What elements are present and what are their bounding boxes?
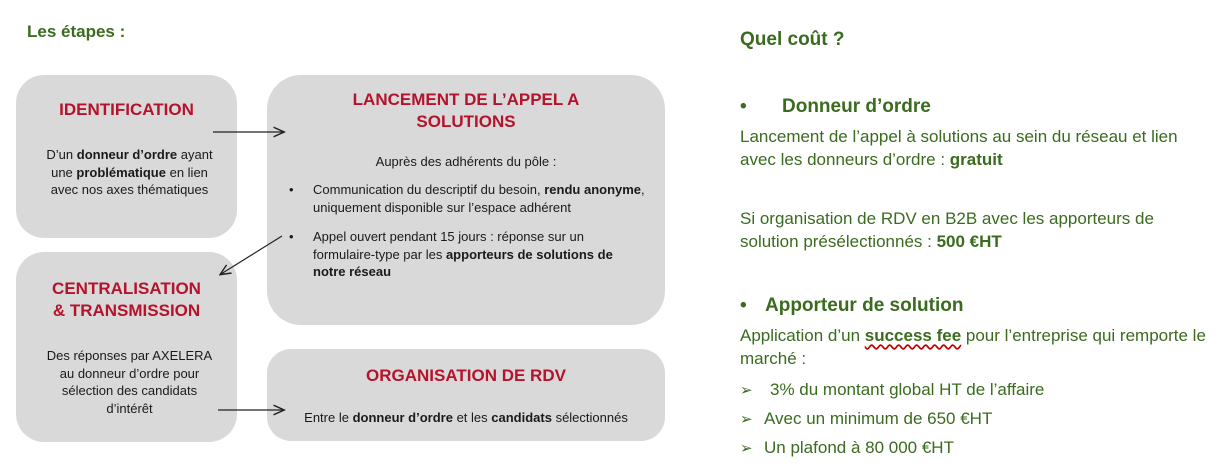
step-organisation-text: Entre le donneur d’ordre et les candidats sélectionnés — [304, 410, 628, 425]
step-identification-title: IDENTIFICATION — [59, 100, 194, 119]
apporteur-heading: • Apporteur de solution — [740, 295, 964, 316]
steps-title: Les étapes : — [27, 22, 126, 41]
list-item: ➢ 3% du montant global HT de l’affaire — [740, 380, 1045, 399]
bullet-icon: • — [740, 96, 747, 117]
arrow-bullet-icon: ➢ — [740, 382, 753, 399]
list-item: ➢ Avec un minimum de 650 €HT — [740, 409, 993, 428]
bullet-icon: • — [289, 229, 294, 245]
step-centralisation-text: Des réponses par AXELERA au donneur d’ordre pour sélection des candidats d’intérêt — [46, 348, 213, 416]
bullet-icon: • — [289, 182, 294, 197]
donneur-text-2: Si organisation de RDV en B2B avec les apporteurs de solution présélectionnés : 500 €HT — [740, 209, 1154, 251]
step-organisation-title: ORGANISATION DE RDV — [366, 366, 566, 385]
apporteur-text: Application d’un success fee pour l’entreprise qui remporte le marché : — [740, 326, 1206, 368]
arrow-bullet-icon: ➢ — [740, 440, 753, 457]
arrow-bullet-icon: ➢ — [740, 411, 753, 428]
step-lancement-intro: Auprès des adhérents du pôle : — [375, 154, 557, 169]
step-centralisation-title: CENTRALISATION & TRANSMISSION — [52, 279, 201, 321]
step-lancement-title: LANCEMENT DE L’APPEL A SOLUTIONS — [352, 90, 580, 132]
cost-title: Quel coût ? — [740, 29, 845, 50]
bullet-icon: • — [740, 295, 747, 316]
donneur-heading: • Donneur d’ordre — [740, 96, 931, 117]
arrow-lancement-to-centralisation — [221, 236, 282, 274]
list-item: • Appel ouvert pendant 15 jours : réponse sur un formulaire-type par les apporteurs de solutions de notre réseau — [289, 229, 613, 280]
donneur-text-1: Lancement de l’appel à solutions au sein du réseau et lien avec les donneurs d’ordre : gratuit — [740, 127, 1178, 169]
list-item: ➢ Un plafond à 80 000 €HT — [740, 438, 954, 457]
step-identification-text: D’un donneur d’ordre ayant une problématique en lien avec nos axes thématiques — [46, 147, 213, 198]
list-item: • Communication du descriptif du besoin, rendu anonyme, uniquement disponible sur l’espace adhérent — [289, 182, 645, 215]
